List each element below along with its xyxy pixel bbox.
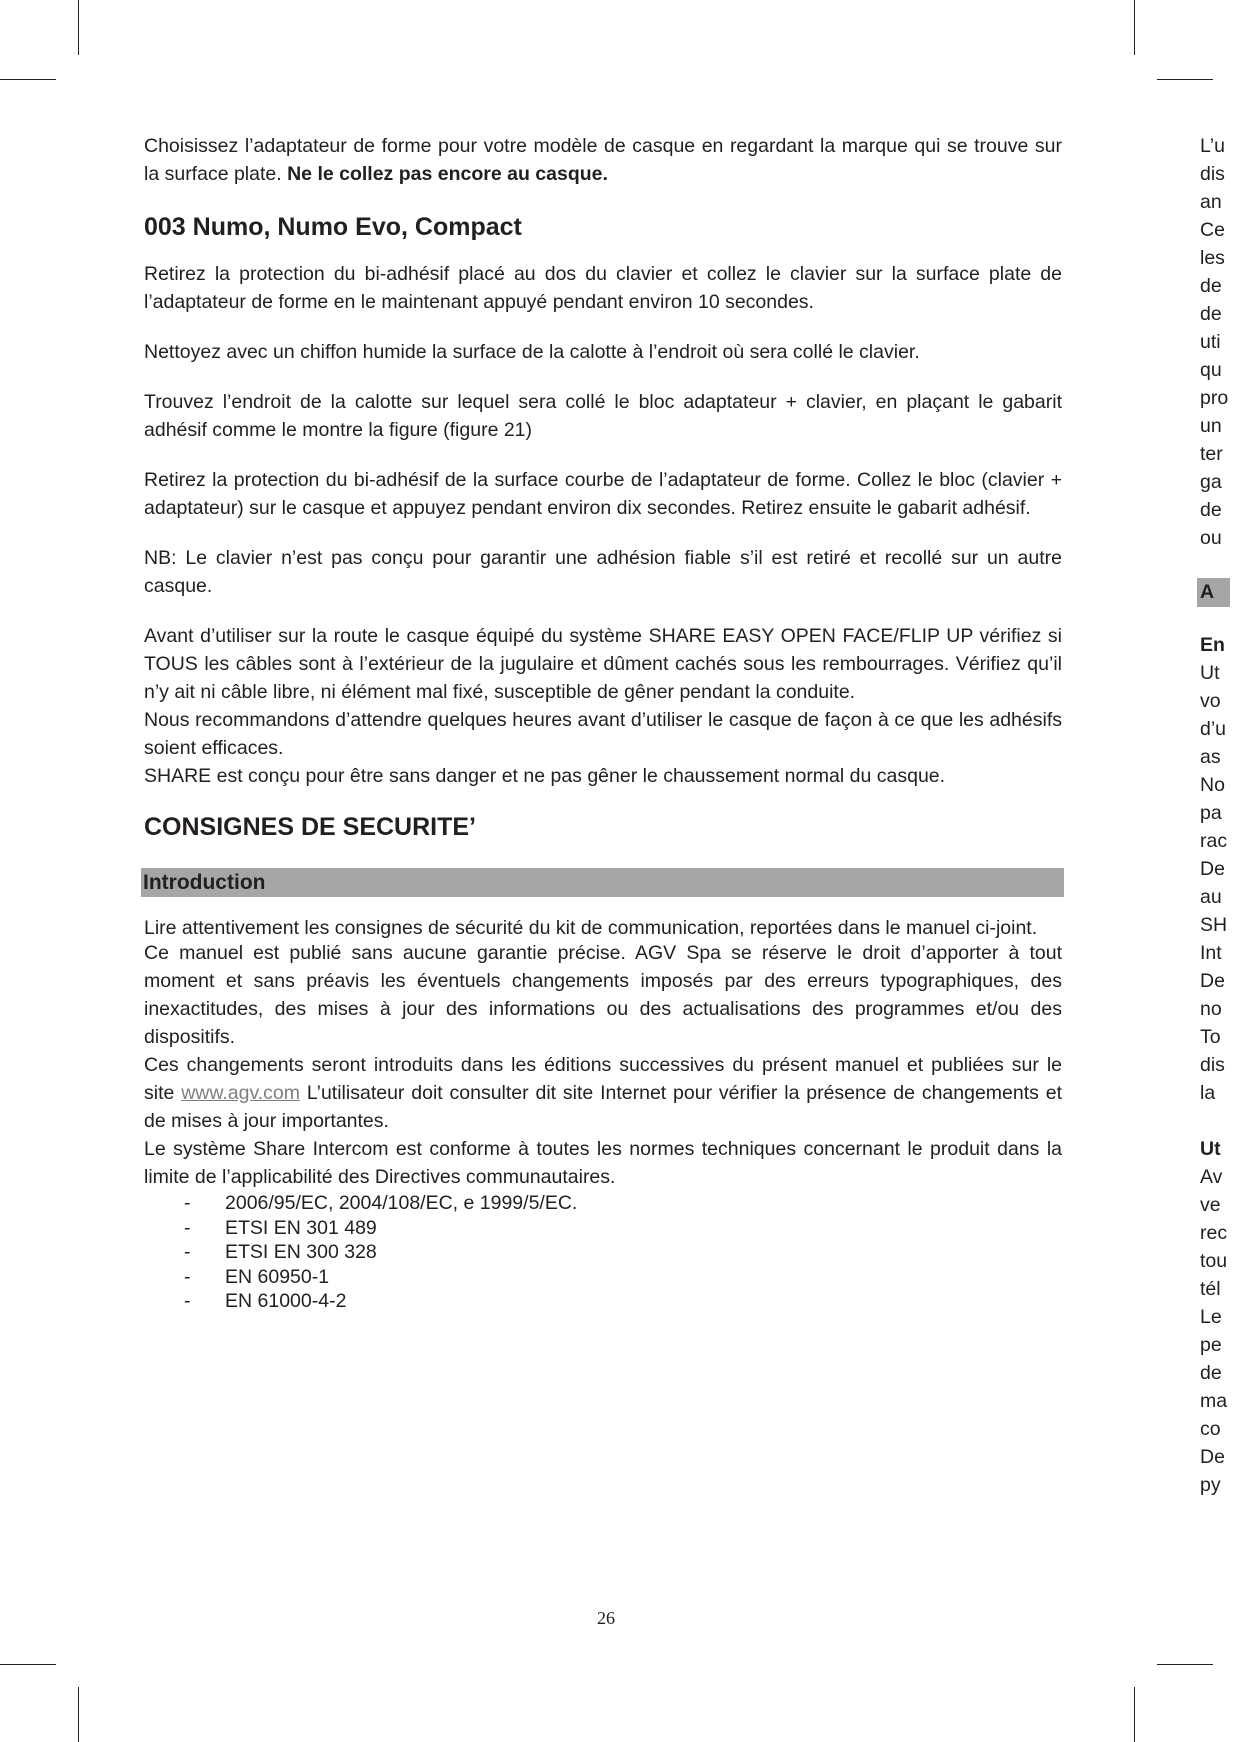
fragment-line: rac: [1200, 830, 1228, 852]
fragment-line: vo: [1200, 690, 1221, 712]
dash-marker: -: [184, 1192, 191, 1214]
paragraph-safe: SHARE est conçu pour être sans danger et ne pas gêner le chaussement normal du casque.: [144, 765, 946, 787]
paragraph-position: Trouvez l’endroit de la calotte sur lequel sera collé le bloc adaptateur + clavier, en plaçant le gabarit adhésif comme le montre la figure (figure 21): [144, 391, 1062, 441]
paragraph-changes: [144, 1051, 1062, 1135]
list-item-text: EN 60950-1: [225, 1265, 330, 1288]
paragraph-text: Ces changements seront introduits dans les éditions successives du présent manuel et publiées sur le site: [144, 1054, 1062, 1104]
dash-marker: -: [184, 1265, 191, 1288]
agv-website-link[interactable]: www.agv.com: [181, 1082, 301, 1104]
crop-mark: [1157, 79, 1213, 80]
subsection-band-introduction: Introduction: [141, 868, 1064, 897]
page-number: 26: [597, 1608, 615, 1628]
fragment-line: tou: [1200, 1250, 1228, 1272]
list-item: [144, 1240, 1062, 1265]
dash-marker: -: [184, 1290, 191, 1312]
list-item-text: ETSI EN 300 328: [225, 1241, 377, 1263]
bold-warning: Ne le collez pas encore au casque.: [287, 163, 608, 185]
fragment-line: un: [1200, 415, 1222, 437]
fragment-line: rec: [1200, 1222, 1228, 1244]
fragment-line: De: [1200, 970, 1225, 992]
fragment-band: A: [1197, 578, 1230, 607]
fragment-line: De: [1200, 858, 1225, 880]
fragment-line: ou: [1200, 527, 1222, 549]
fragment-line: To: [1200, 1026, 1221, 1048]
fragment-line: au: [1200, 886, 1222, 908]
crop-mark: [0, 1664, 56, 1665]
fragment-line: la: [1200, 1082, 1216, 1104]
fragment-line: de: [1200, 1362, 1222, 1384]
page-content: [144, 132, 1062, 1314]
crop-mark: [0, 79, 56, 80]
fragment-line: Le: [1200, 1306, 1222, 1328]
crop-mark: [1134, 0, 1135, 55]
section-heading-consignes: CONSIGNES DE SECURITE’: [144, 813, 476, 841]
fragment-line: les: [1200, 247, 1225, 269]
list-item: [144, 1265, 1062, 1290]
fragment-line: uti: [1200, 331, 1221, 353]
paragraph-text: L’utilisateur doit consulter dit site Internet pour vérifier la présence de changements et de mises à jour importantes.: [144, 1082, 1062, 1132]
fragment-line: as: [1200, 746, 1221, 768]
fragment-line: L’u: [1200, 135, 1225, 157]
dash-marker: -: [184, 1241, 191, 1263]
paragraph-text: Choisissez l’adaptateur de forme pour votre modèle de casque en regardant la marque qui se trouve sur la surface plate.: [144, 135, 1062, 185]
fragment-line: dis: [1200, 1054, 1225, 1076]
list-item: [144, 1191, 1062, 1216]
fragment-line: d’u: [1200, 718, 1227, 740]
fragment-line: de: [1200, 275, 1222, 297]
dash-marker: -: [184, 1216, 191, 1239]
fragment-line: No: [1200, 774, 1225, 796]
paragraph-conformity: Le système Share Intercom est conforme à toutes les normes techniques concernant le produit dans la limite de l’applicabilité des Directives communautaires.: [144, 1138, 1062, 1188]
fragment-line: de: [1200, 303, 1222, 325]
fragment-line: Av: [1200, 1166, 1223, 1188]
fragment-line: co: [1200, 1418, 1221, 1440]
paragraph-check-cables: Avant d’utiliser sur la route le casque équipé du système SHARE EASY OPEN FACE/FLIP UP vérifiez si TOUS les câbles sont à l’extérieur de la jugulaire et dûment cachés sous les rembourrages. Vérifiez qu’il n’y ait ni câble libre, ni élément mal fixé, susceptible de gêner pendant la conduite.: [144, 625, 1062, 703]
crop-mark: [1157, 1664, 1213, 1665]
list-item-text: EN 61000-4-2: [225, 1290, 347, 1312]
fragment-line: no: [1200, 998, 1222, 1020]
fragment-line: De: [1200, 1446, 1225, 1468]
paragraph-adapter-choice: [144, 132, 1062, 188]
fragment-line: tél: [1200, 1278, 1221, 1300]
paragraph-read-instructions: Lire attentivement les consignes de sécurité du kit de communication, reportées dans le manuel ci-joint.: [144, 917, 1038, 939]
fragment-line: pa: [1200, 802, 1222, 824]
fragment-heading: En: [1200, 634, 1225, 656]
fragment-line: Ce: [1200, 219, 1225, 241]
list-item-text: 2006/95/EC, 2004/108/EC, e 1999/5/EC.: [225, 1192, 578, 1214]
adjacent-page-fragment: [1200, 132, 1240, 1499]
fragment-line: py: [1200, 1474, 1221, 1496]
section-heading-numo: 003 Numo, Numo Evo, Compact: [144, 213, 522, 241]
fragment-line: ma: [1200, 1390, 1228, 1412]
fragment-line: SH: [1200, 914, 1228, 936]
fragment-line: pe: [1200, 1334, 1222, 1356]
paragraph-note: NB: Le clavier n’est pas conçu pour garantir une adhésion fiable s’il est retiré et recollé sur un autre casque.: [144, 547, 1062, 597]
fragment-line: Ut: [1200, 662, 1220, 684]
fragment-line: dis: [1200, 163, 1225, 185]
fragment-line: ga: [1200, 471, 1222, 493]
fragment-line: pro: [1200, 387, 1229, 409]
fragment-line: ter: [1200, 443, 1223, 465]
paragraph-warranty: Ce manuel est publié sans aucune garantie précise. AGV Spa se réserve le droit d’apporter à tout moment et sans préavis les éventuels changements imposés par des erreurs typographiques, des inexactitudes, des mises à jour des informations ou des actualisations des programmes et/ou des dispositifs.: [144, 942, 1062, 1048]
norms-list: [144, 1191, 1062, 1314]
crop-mark: [78, 0, 79, 55]
fragment-heading: Ut: [1200, 1138, 1221, 1160]
fragment-line: qu: [1200, 359, 1222, 381]
paragraph-glue-block: Retirez la protection du bi-adhésif de la surface courbe de l’adaptateur de forme. Collez le bloc (clavier + adaptateur) sur le casque et appuyez pendant environ dix secondes. Retirez ensuite le gabarit adhésif.: [144, 469, 1062, 519]
paragraph-remove-protection: Retirez la protection du bi-adhésif placé au dos du clavier et collez le clavier sur la surface plate de l’adaptateur de forme en le maintenant appuyé pendant environ 10 secondes.: [144, 263, 1062, 313]
fragment-line: de: [1200, 499, 1222, 521]
fragment-line: Int: [1200, 942, 1222, 964]
fragment-line: an: [1200, 191, 1222, 213]
paragraph-wait: Nous recommandons d’attendre quelques heures avant d’utiliser le casque de façon à ce que les adhésifs soient efficaces.: [144, 709, 1062, 759]
list-item: [144, 1289, 1062, 1314]
fragment-line: ve: [1200, 1194, 1221, 1216]
list-item-text: ETSI EN 301 489: [225, 1216, 377, 1239]
paragraph-clean-shell: Nettoyez avec un chiffon humide la surface de la calotte à l’endroit où sera collé le clavier.: [144, 341, 920, 363]
crop-mark: [78, 1687, 79, 1742]
list-item: [144, 1216, 1062, 1241]
crop-mark: [1134, 1687, 1135, 1742]
